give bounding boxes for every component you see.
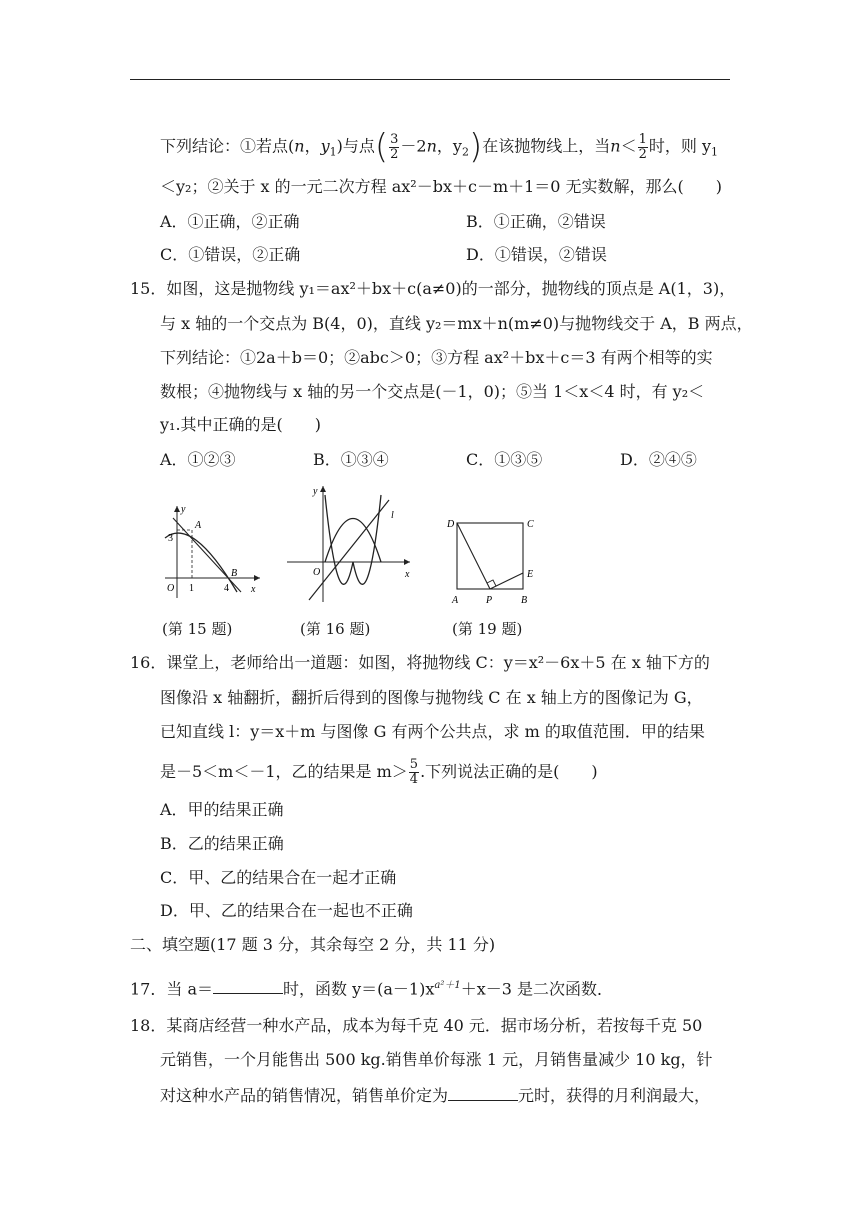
q14-option-c: C．①错误，②正确 bbox=[160, 245, 301, 264]
fig16-line-label: l bbox=[391, 510, 394, 521]
q18-line3: 对这种水产品的销售情况，销售单价定为 元时，获得的月利润最大， bbox=[160, 1086, 711, 1105]
q15-line1: 15．如图，这是抛物线 y₁＝ax²＋bx＋c(a≠0)的一部分，抛物线的顶点是 A(1，3)， bbox=[130, 279, 736, 298]
q15-option-a: A．①②③ bbox=[160, 450, 236, 469]
caption-fig19: (第 19 题) bbox=[452, 620, 523, 638]
header-rule bbox=[130, 79, 730, 80]
fig19-b-label: B bbox=[521, 595, 528, 606]
q16-option-c: C．甲、乙的结果合在一起才正确 bbox=[160, 868, 397, 887]
q16-line1: 16．课堂上，老师给出一道题：如图，将抛物线 C：y＝x²－6x＋5 在 x 轴下方的 bbox=[130, 653, 710, 672]
q18-line1: 18．某商店经营一种水产品，成本为每千克 40 元．据市场分析，若按每千克 50 bbox=[130, 1016, 703, 1035]
q16-option-b: B．乙的结果正确 bbox=[160, 834, 284, 853]
q16-line2: 图像沿 x 轴翻折，翻折后得到的图像与抛物线 C 在 x 轴上方的图像记为 G， bbox=[160, 688, 703, 707]
q15-line5: y₁.其中正确的是( ) bbox=[160, 415, 322, 434]
q15-line3: 下列结论：①2a＋b＝0；②abc＞0；③方程 ax²＋bx＋c＝3 有两个相等的实 bbox=[160, 348, 713, 367]
q16-option-d: D．甲、乙的结果合在一起也不正确 bbox=[160, 901, 413, 920]
left-bracket: ( bbox=[374, 127, 389, 167]
fig15-y-label: y bbox=[181, 504, 186, 515]
fig19-a-label: A bbox=[452, 595, 459, 606]
caption-fig16: (第 16 题) bbox=[300, 620, 371, 638]
q16-option-a: A．甲的结果正确 bbox=[160, 800, 284, 819]
q15-line2: 与 x 轴的一个交点为 B(4，0)，直线 y₂＝mx＋n(m≠0)与抛物线交于 A，B 两点， bbox=[160, 314, 753, 333]
fig15-x-label: x bbox=[251, 584, 256, 595]
q14-line1: 下列结论：①若点(n，$y_1$)与点( $\frac{3}{2}$ －2n，$y_2$)在该抛物线上，当n＜ $\frac{1}{2}$ 时，则 $y_1$ bbox=[160, 127, 718, 167]
q14-option-a: A．①正确，②正确 bbox=[160, 212, 300, 231]
fig15-b-label: B bbox=[231, 568, 238, 579]
q16-line4: 是－5＜m＜－1，乙的结果是 m＞ $\frac{5}{4}$ .下列说法正确的是( ) bbox=[160, 757, 598, 787]
q18-answer-blank bbox=[448, 1084, 518, 1101]
fig19-e-label: E bbox=[527, 569, 534, 580]
fig15-origin-label: O bbox=[167, 583, 175, 594]
q15-option-d: D．②④⑤ bbox=[620, 450, 697, 469]
section-2-heading: 二、填空题(17 题 3 分，其余每空 2 分，共 11 分) bbox=[130, 935, 496, 954]
q14-option-d: D．①错误，②错误 bbox=[466, 245, 607, 264]
q15-option-b: B．①③④ bbox=[313, 450, 389, 469]
figure-16 bbox=[285, 480, 415, 605]
figure-15 bbox=[155, 500, 265, 600]
caption-fig15: (第 15 题) bbox=[162, 620, 233, 638]
q14-line2: ＜y₂；②关于 x 的一元二次方程 ax²－bx＋c－m＋1＝0 无实数解，那么( ) bbox=[160, 177, 723, 196]
q15-option-c: C．①③⑤ bbox=[466, 450, 543, 469]
fig16-origin-label: O bbox=[313, 567, 321, 578]
q15-line4: 数根；④抛物线与 x 轴的另一个交点是(－1，0)；⑤当 1＜x＜4 时，有 y₂＜ bbox=[160, 382, 705, 401]
right-bracket: ) bbox=[468, 127, 483, 167]
fraction-5-4: $\frac{5}{4}$ bbox=[409, 757, 419, 787]
fig15-tick-4: 4 bbox=[224, 583, 229, 594]
fig19-c-label: C bbox=[527, 519, 534, 530]
q17-answer-blank bbox=[213, 977, 283, 994]
q14-option-b: B．①正确，②错误 bbox=[466, 212, 606, 231]
fig15-tick-3: 3 bbox=[168, 533, 173, 544]
fig19-p-label: P bbox=[486, 595, 493, 606]
fig15-tick-1: 1 bbox=[189, 583, 194, 594]
fraction-1-2: $\frac{1}{2}$ bbox=[638, 131, 647, 162]
fig15-a-label: A bbox=[195, 520, 202, 531]
q18-line2: 元销售，一个月能售出 500 kg.销售单价每涨 1 元，月销售量减少 10 kg，针 bbox=[160, 1050, 713, 1069]
fraction-3-2: $\frac{3}{2}$ bbox=[390, 131, 399, 162]
q17-line: 17．当 a＝ 时，函数 $y=(a-1)x^{a^2+1}+x-3$ 是二次函数． bbox=[130, 979, 613, 999]
figure-19 bbox=[440, 510, 550, 610]
fig16-x-label: x bbox=[405, 569, 410, 580]
fig19-d-label: D bbox=[447, 519, 455, 530]
fig16-y-label: y bbox=[313, 486, 318, 497]
q16-line3: 已知直线 l：y＝x＋m 与图像 G 有两个公共点，求 m 的取值范围．甲的结果 bbox=[160, 722, 705, 741]
